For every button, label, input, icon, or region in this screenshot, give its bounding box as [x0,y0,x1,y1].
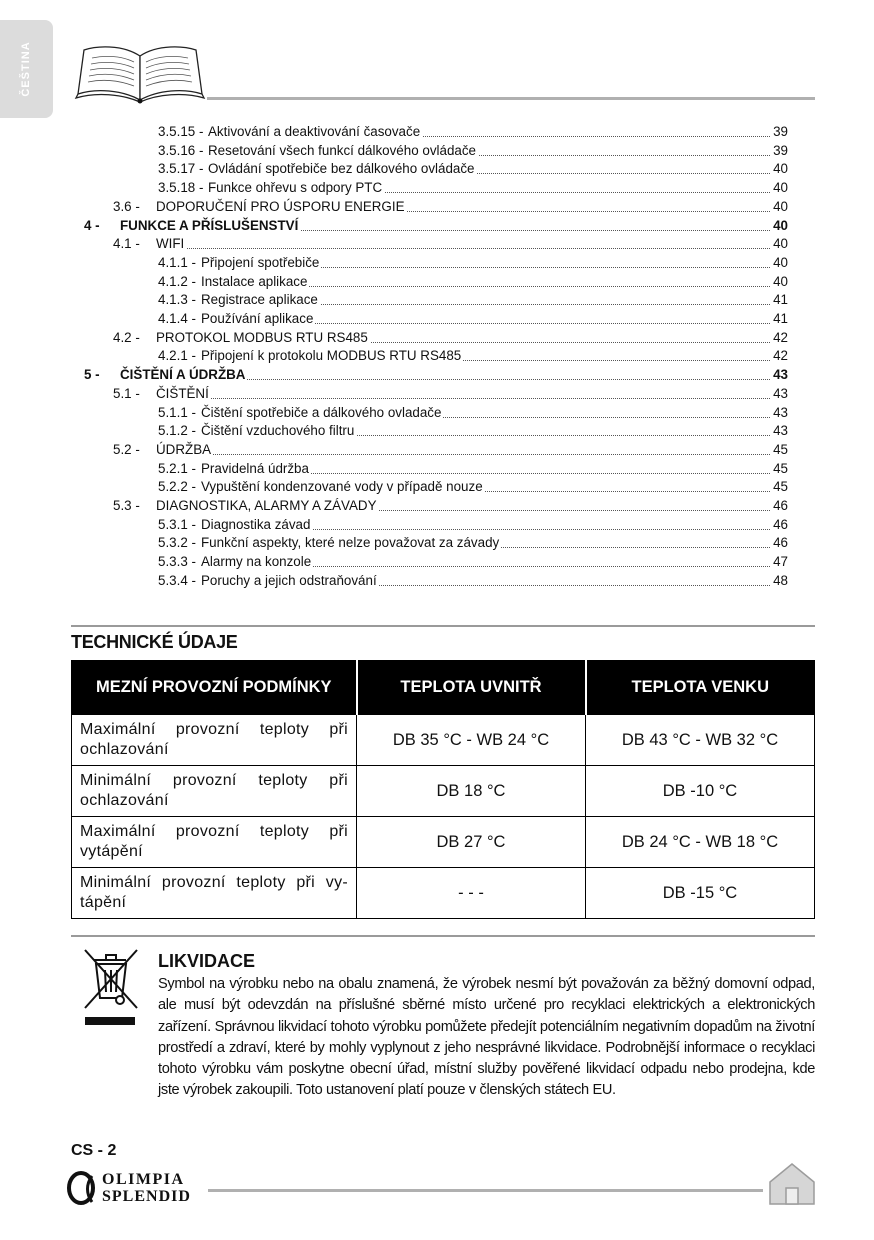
table-cell: Maximální provozní teploty při ochlazování [72,715,357,766]
disposal-text: Symbol na výrobku nebo na obalu znamená, že výrobek nesmí být považován za běžný domovní odpad, ale musí být odevzdán na příslušné sběrné místo určené pro recyklaci elektrických a elektronických zařízení. Správnou likvidací tohoto výrobku pomůžete předejít potenciálním negativním dopadům na životní prostředí a zdraví, které by mohly vyplynout z jeho nesprávné likvidace. Podrobnější informace o recyklaci tohoto výrobku vám poskytne obecní úřad, místní služby pověřené likvidací odpadu nebo prodejna, kde jste výrobek zakoupili. Toto ustanovení platí pouze v členských státech EU. [158,976,815,1099]
toc-entry-title: Používání aplikace [201,311,314,326]
toc-entry-page: 46 [773,535,788,551]
language-tab-label: ČEŠTINA [20,41,32,97]
toc-entry-title: Pravidelná údržba [201,460,309,476]
toc-entry[interactable] [0,571,874,590]
table-row [72,817,815,868]
toc-leader-dots [160,230,784,249]
toc-entry-number: 5.1.2 - [158,423,196,439]
table-row [72,766,815,817]
table-cell: DB 35 °C - WB 24 °C [357,715,586,766]
toc-entry-page: 48 [773,572,788,588]
toc-entry-page: 47 [773,554,788,570]
toc-entry-number: 4.1.2 - [158,273,196,289]
column-header: TEPLOTA UVNITŘ [357,661,586,715]
toc-entry-number: 4.1.1 - [158,254,196,270]
home-icon[interactable] [768,1162,816,1206]
toc-entry-page: 46 [773,498,788,513]
toc-entry-title: Připojení spotřebiče [201,254,320,270]
toc-entry-title: Čištění spotřebiče a dálkového ovladače [201,404,442,420]
toc-entry-page: 39 [773,124,788,139]
open-book-icon [74,42,208,104]
toc-entry-title: Ovládání spotřebiče bez dálkového ovládače [208,161,475,177]
toc-entry-title: Čištění vzduchového filtru [201,423,355,439]
toc-entry-number: 4.1.3 - [158,292,196,308]
table-cell: Minimální provozní teploty při vy-tápění [72,868,357,919]
table-cell: DB 24 °C - WB 18 °C [586,817,815,868]
footer-divider [208,1189,763,1192]
olimpia-splendid-logo [66,1170,100,1206]
toc-entry-page: 46 [773,516,788,532]
table-cell: DB 43 °C - WB 32 °C [586,715,815,766]
toc-entry-number: 3.5.16 - [158,142,204,158]
toc-entry-number: 3.6 - [113,198,140,214]
toc-entry-number: 4.1 - [113,236,140,252]
toc-entry-title: DOPORUČENÍ PRO ÚSPORU ENERGIE [156,198,405,214]
table-cell: DB -10 °C [586,766,815,817]
toc-entry-page: 45 [773,441,788,457]
toc-entry-page: 40 [773,217,788,233]
table-cell: Maximální provozní teploty při vytápění [72,817,357,868]
toc-entry-number: 5.1 - [113,385,140,401]
toc-entry-number: 5 - [84,367,100,383]
toc-entry-page: 42 [773,329,788,345]
section-divider [71,625,815,627]
toc-entry-number: 5.3.4 - [158,572,196,588]
toc-entry-number: 5.3.2 - [158,535,196,551]
toc-entry-page: 43 [773,404,788,420]
toc-entry-page: 40 [773,161,788,177]
toc-entry-number: 4.2.1 - [158,348,196,364]
toc-entry-title: Připojení k protokolu MODBUS RTU RS485 [201,348,462,364]
toc-entry-page: 42 [773,348,788,364]
toc-entry-number: 4 - [84,217,100,233]
toc-entry-page: 45 [773,460,788,476]
toc-entry-page: 43 [773,385,788,401]
toc-leader-dots [160,380,784,399]
toc-entry-page: 40 [773,236,788,252]
crossed-bin-icon [80,946,142,1028]
toc-entry-title: Resetování všech funkcí dálkového ovládače [208,142,476,158]
toc-entry-number: 5.2.2 - [158,479,196,495]
column-header: TEPLOTA VENKU [586,661,815,715]
brand-name-line1: OLIMPIA [102,1171,185,1188]
toc-entry-number: 4.2 - [113,329,140,345]
toc-entry-number: 5.1.1 - [158,404,196,420]
section-divider [71,935,815,937]
table-cell: - - - [357,868,586,919]
toc-entry-page: 40 [773,180,788,196]
toc-entry-title: Poruchy a jejich odstraňování [201,572,377,588]
tech-section-title: TECHNICKÉ ÚDAJE [71,632,238,652]
table-cell: Minimální provozní teploty při ochlazování [72,766,357,817]
operating-limits-table [71,660,815,919]
toc-entry-number: 5.3 - [113,498,140,513]
toc-entry-title: Diagnostika závad [201,516,311,532]
toc-entry-page: 43 [773,423,788,439]
toc-entry-number: 5.3.3 - [158,554,196,570]
toc-entry-page: 45 [773,479,788,495]
column-header: MEZNÍ PROVOZNÍ PODMÍNKY [72,661,357,715]
toc-entry-page: 43 [773,367,788,383]
toc-entry-number: 5.3.1 - [158,516,196,532]
toc-entry-title: ČIŠTĚNÍ [156,385,209,401]
toc-entry-title: Instalace aplikace [201,273,308,289]
brand-name-line2: SPLENDID [102,1188,191,1205]
toc-entry-number: 5.2.1 - [158,460,196,476]
table-cell: DB 27 °C [357,817,586,868]
toc-entry-number: 5.2 - [113,441,140,457]
toc-entry-page: 40 [773,273,788,289]
toc-entry-title: Alarmy na konzole [201,554,312,570]
toc-entry-title: WIFI [156,236,185,252]
toc-entry-title: Registrace aplikace [201,292,318,308]
toc-leader-dots [160,436,784,455]
toc-entry-title: ČIŠTĚNÍ A ÚDRŽBA [120,367,246,383]
toc-entry-title: Funkce ohřevu s odpory PTC [208,180,383,196]
table-cell: DB 18 °C [357,766,586,817]
table-cell: DB -15 °C [586,868,815,919]
toc-entry-page: 41 [773,292,788,308]
header-divider [207,97,815,100]
table-row [72,868,815,919]
toc-entry-number: 3.5.18 - [158,180,204,196]
toc-entry-title: Aktivování a deaktivování časovače [208,124,421,139]
toc-entry-number: 3.5.17 - [158,161,204,177]
toc-entry-title: ÚDRŽBA [156,441,212,457]
toc-entry-number: 4.1.4 - [158,311,196,326]
toc-entry-title: Funkční aspekty, které nelze považovat za závady [201,535,500,551]
toc-entry-page: 41 [773,311,788,326]
toc-entry-page: 39 [773,142,788,158]
language-tab[interactable] [0,20,53,118]
toc-entry-title: DIAGNOSTIKA, ALARMY A ZÁVADY [156,498,377,513]
toc-entry-number: 3.5.15 - [158,124,204,139]
page-number: CS - 2 [71,1142,117,1159]
toc-entry-title: FUNKCE A PŘÍSLUŠENSTVÍ [120,217,299,233]
disposal-title: LIKVIDACE [158,951,256,971]
toc-entry-title: Vypuštění kondenzované vody v případě nouze [201,479,483,495]
toc-entry-title: PROTOKOL MODBUS RTU RS485 [156,329,368,345]
table-row [72,715,815,766]
toc-entry-page: 40 [773,254,788,270]
toc-entry-page: 40 [773,198,788,214]
